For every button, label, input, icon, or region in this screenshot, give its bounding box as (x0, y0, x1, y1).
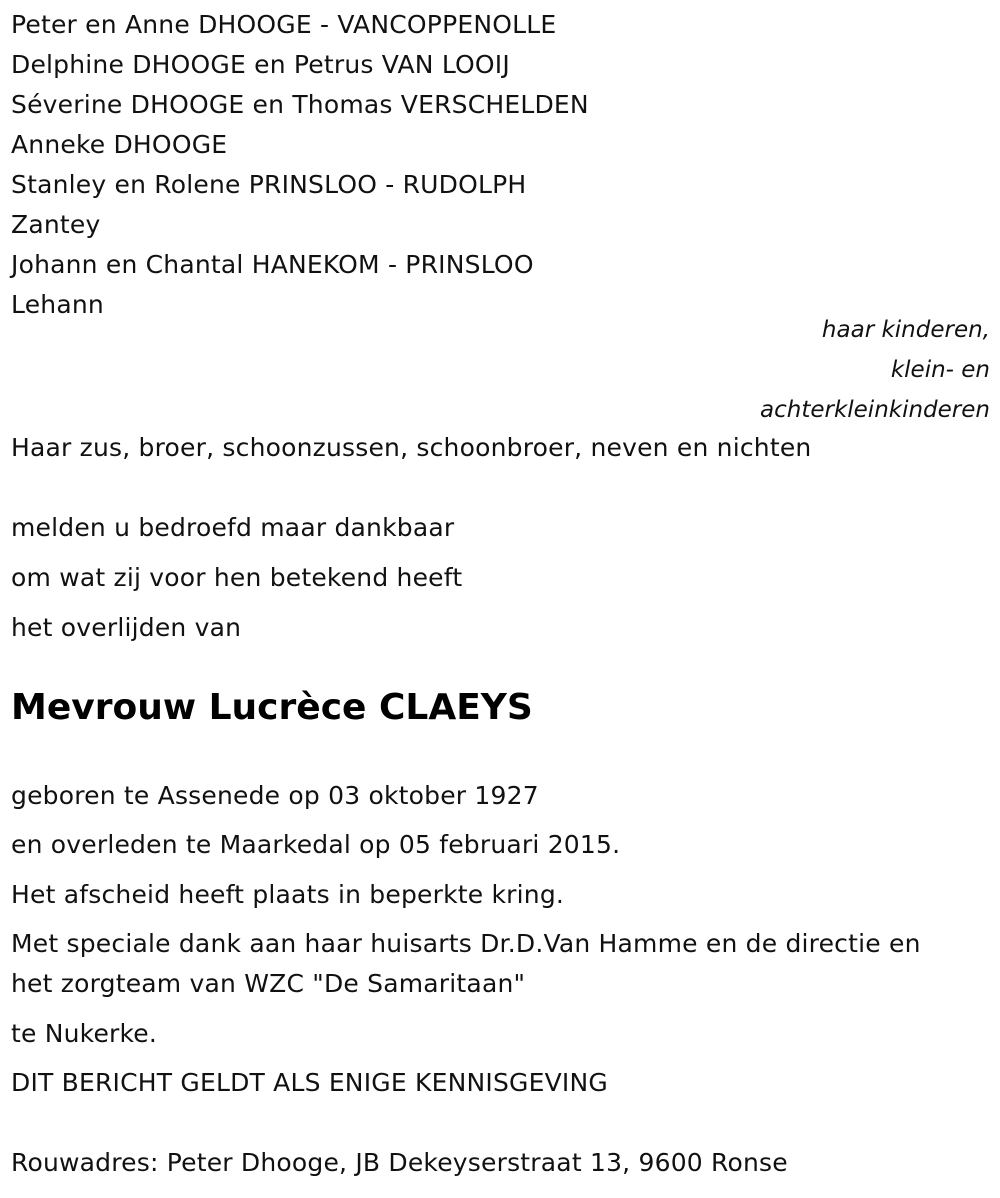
relation-line: achterkleinkinderen (760, 397, 990, 423)
family-line: Séverine DHOOGE en Thomas VERSCHELDEN (11, 90, 589, 119)
detail-line: Met speciale dank aan haar huisarts Dr.D.Van Hamme en de directie en (11, 929, 921, 958)
family-line: Zantey (11, 210, 101, 239)
announcement-line: om wat zij voor hen betekend heeft (11, 563, 463, 592)
family-line: Anneke DHOOGE (11, 130, 228, 159)
detail-line: Het afscheid heeft plaats in beperkte kring. (11, 880, 565, 909)
family-line: Lehann (11, 290, 104, 319)
detail-line: DIT BERICHT GELDT ALS ENIGE KENNISGEVING (11, 1068, 608, 1097)
deceased-name: Mevrouw Lucrèce CLAEYS (11, 687, 533, 728)
family-line: Stanley en Rolene PRINSLOO - RUDOLPH (11, 170, 527, 199)
detail-line: geboren te Assenede op 03 oktober 1927 (11, 781, 539, 810)
relation-line: klein- en (890, 357, 990, 383)
announcement-line: melden u bedroefd maar dankbaar (11, 513, 455, 542)
detail-line: te Nukerke. (11, 1019, 158, 1048)
detail-line: het zorgteam van WZC "De Samaritaan" (11, 969, 526, 998)
mourning-address: Rouwadres: Peter Dhooge, JB Dekeyserstraat 13, 9600 Ronse (11, 1148, 788, 1177)
family-line: Peter en Anne DHOOGE - VANCOPPENOLLE (11, 10, 557, 39)
relation-line: haar kinderen, (821, 317, 990, 343)
detail-line: en overleden te Maarkedal op 05 februari 2015. (11, 830, 621, 859)
family-line: Delphine DHOOGE en Petrus VAN LOOIJ (11, 50, 510, 79)
family-line: Johann en Chantal HANEKOM - PRINSLOO (11, 250, 534, 279)
relatives-line: Haar zus, broer, schoonzussen, schoonbroer, neven en nichten (11, 433, 812, 462)
announcement-line: het overlijden van (11, 613, 242, 642)
